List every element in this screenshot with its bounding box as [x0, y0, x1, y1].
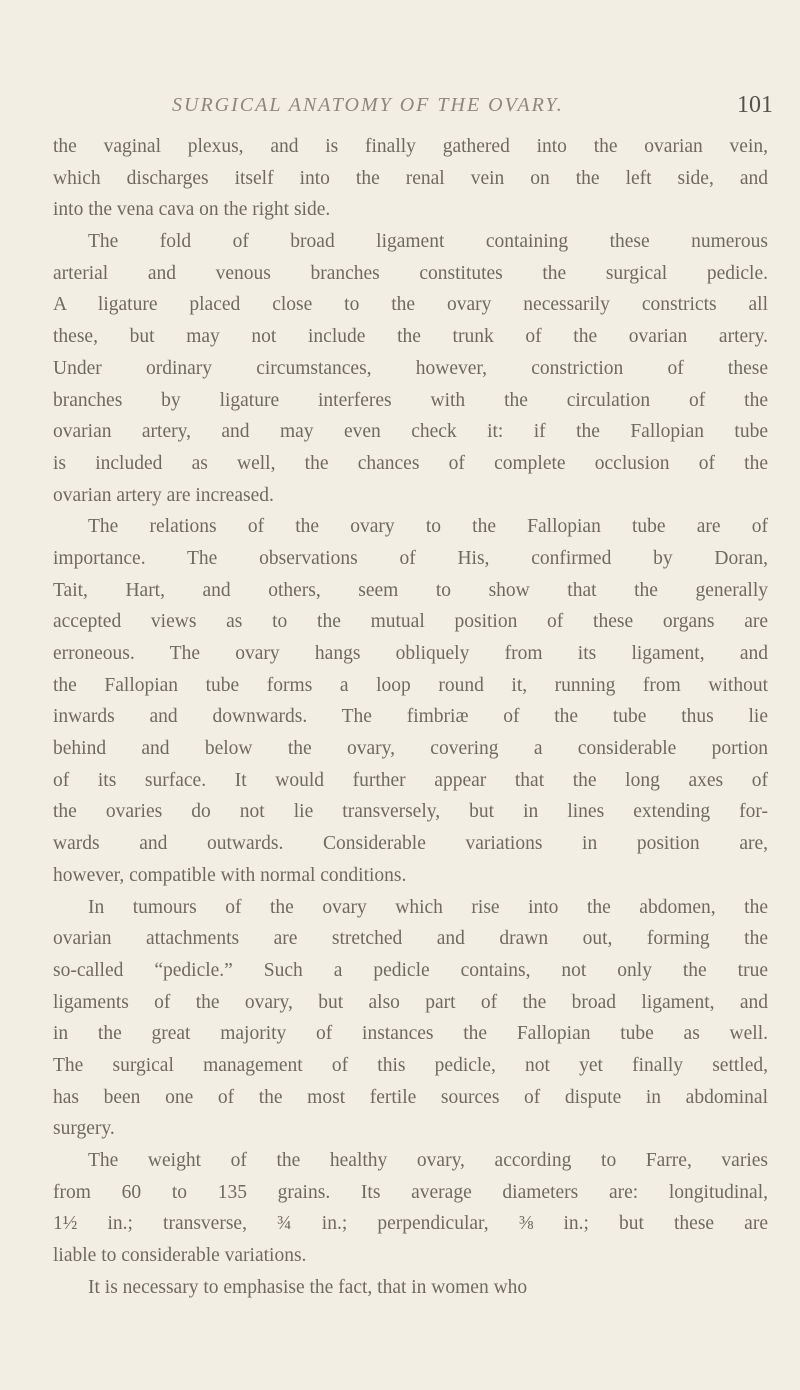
text-line: from 60 to 135 grains. Its average diameters are: longitudinal, [53, 1181, 768, 1203]
text-line: importance. The observations of His, confirmed by Doran, [53, 547, 768, 569]
text-line: so-called “pedicle.” Such a pedicle contains, not only the true [53, 959, 768, 981]
text-line: wards and outwards. Considerable variations in position are, [53, 833, 768, 855]
text-line: the ovaries do not lie transversely, but in lines extending for- [53, 801, 768, 823]
page-number: 101 [737, 92, 773, 118]
text-line: the vaginal plexus, and is finally gathered into the ovarian vein, [53, 136, 768, 157]
text-line: ligaments of the ovary, but also part of the broad ligament, and [53, 991, 768, 1013]
text-line: which discharges itself into the renal vein on the left side, and [53, 167, 768, 189]
text-line: inwards and downwards. The fimbriæ of the tube thus lie [53, 706, 768, 728]
text-line: arterial and venous branches constitutes the surgical pedicle. [53, 262, 768, 284]
text-line: in the great majority of instances the Fallopian tube as well. [53, 1023, 768, 1045]
paragraph-start: The fold of broad ligament containing these numerous [88, 231, 768, 253]
text-line: ovarian artery, and may even check it: if the Fallopian tube [53, 421, 768, 443]
text-line: has been one of the most fertile sources of dispute in abdominal [53, 1086, 768, 1108]
running-title: SURGICAL ANATOMY OF THE OVARY. [172, 94, 564, 116]
text-line: behind and below the ovary, covering a considerable portion [53, 738, 768, 760]
text-line: is included as well, the chances of complete occlusion of the [53, 452, 768, 474]
running-head [0, 94, 800, 126]
text-line: Tait, Hart, and others, seem to show that the generally [53, 579, 768, 601]
paragraph-start: In tumours of the ovary which rise into the abdomen, the [88, 896, 768, 918]
text-line: these, but may not include the trunk of the ovarian artery. [53, 326, 768, 348]
body-text [53, 131, 768, 1303]
text-line: of its surface. It would further appear that the long axes of [53, 769, 768, 791]
text-line: Under ordinary circumstances, however, constriction of these [53, 357, 768, 379]
text-line: the Fallopian tube forms a loop round it, running from without [53, 674, 768, 696]
text-line: 1½ in.; transverse, ¾ in.; perpendicular, ⅜ in.; but these are [53, 1213, 768, 1235]
text-line: surgery. [53, 1118, 115, 1140]
paragraph-start: The relations of the ovary to the Fallopian tube are of [88, 516, 768, 538]
text-line: The surgical management of this pedicle, not yet finally settled, [53, 1054, 768, 1076]
text-line: however, compatible with normal conditions. [53, 864, 407, 886]
text-line: accepted views as to the mutual position of these organs are [53, 611, 768, 633]
paragraph-start: It is necessary to emphasise the fact, that in women who [88, 1276, 528, 1298]
text-line: into the vena cava on the right side. [53, 199, 331, 221]
text-line: A ligature placed close to the ovary necessarily constricts all [53, 294, 768, 316]
paragraph-start: The weight of the healthy ovary, according to Farre, varies [88, 1150, 768, 1171]
text-line: liable to considerable variations. [53, 1245, 307, 1267]
text-line: ovarian attachments are stretched and drawn out, forming the [53, 928, 768, 950]
text-line: ovarian artery are increased. [53, 484, 274, 506]
text-line: branches by ligature interferes with the circulation of the [53, 389, 768, 411]
text-line: erroneous. The ovary hangs obliquely from its ligament, and [53, 643, 768, 664]
